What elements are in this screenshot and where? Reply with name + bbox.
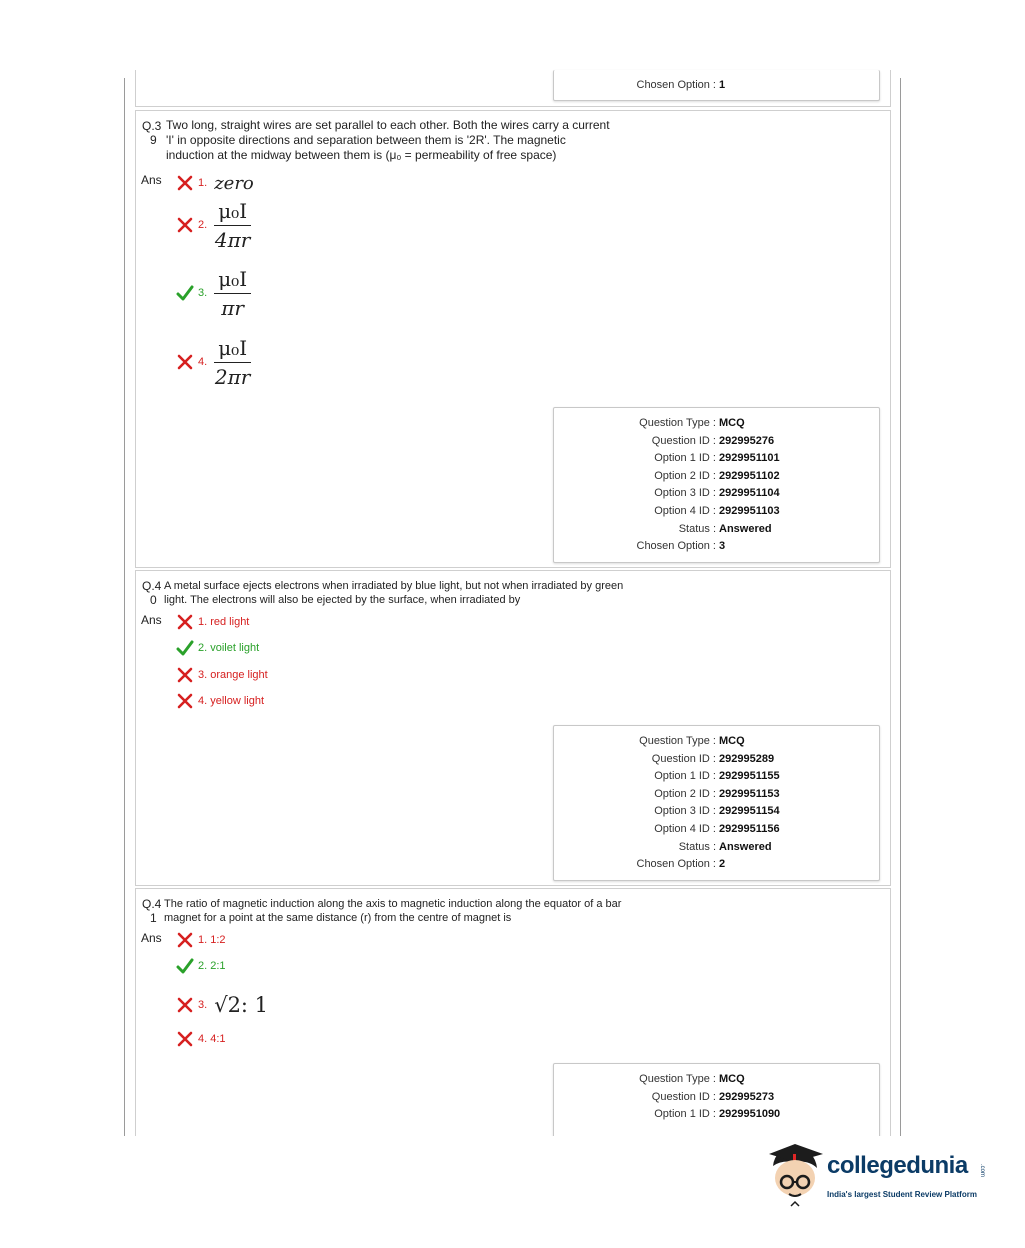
option-3: 3. orange light <box>176 664 268 686</box>
wrong-cross-icon <box>176 931 194 949</box>
option-1: 1. 1:2 <box>176 929 226 951</box>
option-2: 2. 2:1 <box>176 955 226 977</box>
option-1: 1. zero <box>176 172 254 194</box>
question-text: The ratio of magnetic induction along the axis to magnetic induction along the equator of a bar magnet for a point at the same distance (r) from the centre of magnet is <box>164 898 622 924</box>
correct-check-icon <box>176 284 194 302</box>
option-2: 2. $\frac{\text{μ₀I}}{4\pi r}$ <box>176 203 251 247</box>
question-block-40 <box>135 570 891 886</box>
question-number: Q.4 1 <box>142 897 162 925</box>
mascot-icon <box>765 1142 825 1208</box>
option-2: 2. voilet light <box>176 637 259 659</box>
fraction: $\frac{\text{μ₀I}}{2\pi r}$ <box>214 335 251 389</box>
previous-info-box <box>553 70 880 101</box>
question-number: Q.4 0 <box>142 579 162 607</box>
question-info-box: Question Type : MCQ Question ID : 292995289 Option 1 ID : 2929951155 Option 2 ID : 2929951153 Option 3 ID : 2929951154 Option 4 ID : 2929951156 Status : Answered Chosen Option : 2 <box>553 725 880 881</box>
question-text: Two long, straight wires are set parallel to each other. Both the wires carry a current 'I' in opposite directions and separation between them is '2R'. The magnetic induction at the midway between them is (μ₀ = permeability of free space) <box>166 118 610 162</box>
chosen-option-row: Chosen Option : 1 <box>636 79 726 91</box>
frame-right-line <box>900 78 901 1136</box>
wrong-cross-icon <box>176 216 194 234</box>
wrong-cross-icon <box>176 353 194 371</box>
ans-label: Ans <box>141 931 162 945</box>
wrong-cross-icon <box>176 174 194 192</box>
question-block-41 <box>135 888 891 1149</box>
question-text: A metal surface ejects electrons when irradiated by blue light, but not when irradiated by green light. The electrons will also be ejected by the surface, when irradiated by <box>164 580 624 606</box>
frame-left-line <box>124 78 125 1136</box>
question-info-box: Question Type : MCQ Question ID : 292995273 Option 1 ID : 2929951090 <box>553 1063 880 1154</box>
question-number: Q.3 9 <box>142 119 162 147</box>
ans-label: Ans <box>141 613 162 627</box>
option-3: 3. √2: 1 <box>176 991 268 1019</box>
wrong-cross-icon <box>176 613 194 631</box>
option-4: 4. $\frac{\text{μ₀I}}{2\pi r}$ <box>176 340 251 384</box>
correct-check-icon <box>176 957 194 975</box>
wrong-cross-icon <box>176 692 194 710</box>
fraction: $\frac{\text{μ₀I}}{4\pi r}$ <box>214 198 251 252</box>
question-block-39 <box>135 110 891 568</box>
previous-question-fragment <box>135 70 891 107</box>
wrong-cross-icon <box>176 996 194 1014</box>
option-4: 4. yellow light <box>176 690 264 712</box>
collegedunia-logo: collegedunia .com India's largest Student Review Platform <box>765 1142 995 1212</box>
option-1: 1. red light <box>176 611 249 633</box>
option-4: 4. 4:1 <box>176 1028 226 1050</box>
wrong-cross-icon <box>176 1030 194 1048</box>
question-info-box: Question Type : MCQ Question ID : 292995276 Option 1 ID : 2929951101 Option 2 ID : 2929951102 Option 3 ID : 2929951104 Option 4 ID : 2929951103 Status : Answered Chosen Option : 3 <box>553 407 880 563</box>
ans-label: Ans <box>141 173 162 187</box>
correct-check-icon <box>176 639 194 657</box>
fraction: $\frac{\text{μ₀I}}{\pi r}$ <box>214 267 251 320</box>
wrong-cross-icon <box>176 666 194 684</box>
option-3: 3. $\frac{\text{μ₀I}}{\pi r}$ <box>176 271 251 315</box>
